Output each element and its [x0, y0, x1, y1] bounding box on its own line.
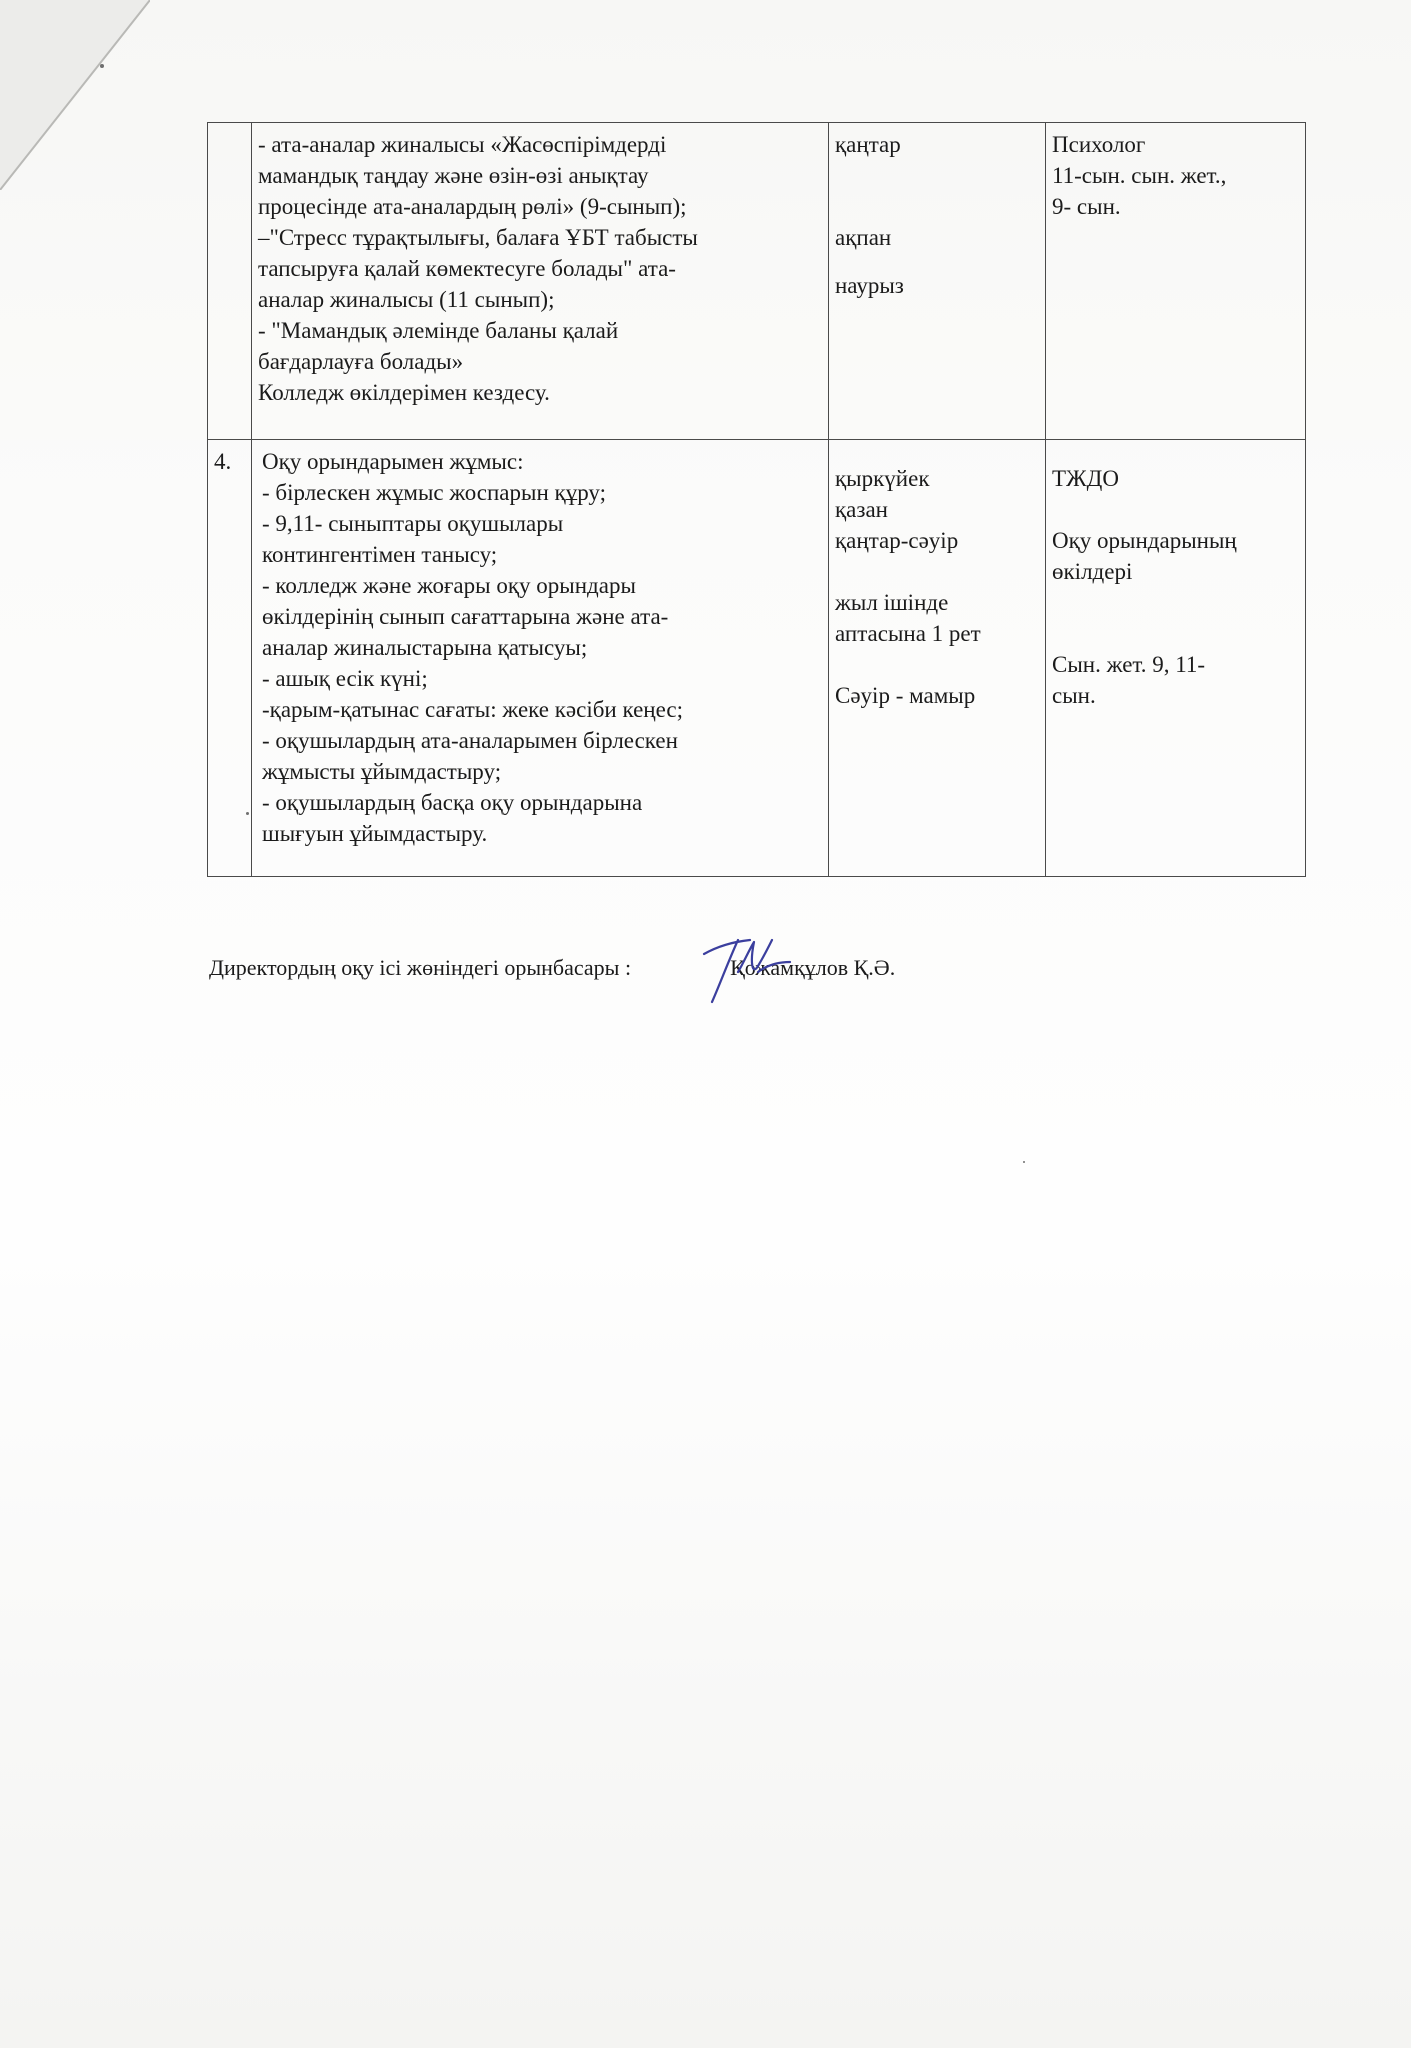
activity-line: контингентімен танысу; [262, 542, 498, 567]
date-cell [829, 440, 1046, 877]
signatory-name: Қожамқұлов Қ.Ә. [730, 955, 896, 980]
activity-line: процесінде ата-аналардың рөлі» (9-сынып); [258, 194, 687, 219]
date-line: Сәуір - мамыр [835, 683, 976, 708]
date-line: қазан [835, 497, 888, 522]
activity-line: Оқу орындарымен жұмыс: [262, 449, 524, 474]
activity-line: - бірлескен жұмыс жоспарын құру; [262, 480, 606, 505]
responsible-line: ТЖДО [1052, 466, 1119, 491]
scan-speck [1023, 1161, 1025, 1163]
activity-line: бағдарлауға болады» [258, 349, 464, 374]
activity-line: аналар жиналысы (11 сынып); [258, 287, 555, 312]
activity-line: - 9,11- сыныптары оқушылары [262, 511, 564, 536]
activity-cell [252, 440, 829, 877]
activity-line: - оқушылардың ата-аналарымен бірлескен [262, 728, 678, 753]
activity-line: тапсыруға қалай көмектесуге болады" ата- [258, 256, 676, 281]
activity-line: - оқушылардың басқа оқу орындарына [262, 790, 643, 815]
activity-line: - колледж және жоғары оқу орындары [262, 573, 636, 598]
activity-line: –"Стресс тұрақтылығы, балаға ҰБТ табысты [258, 225, 698, 250]
responsible-line: Оқу орындарының [1052, 528, 1237, 553]
activity-cell [252, 123, 829, 440]
row-number: 4. [208, 440, 252, 877]
date-line: қаңтар-сәуір [835, 528, 959, 553]
activity-line: аналар жиналыстарына қатысуы; [262, 635, 588, 660]
table-row [208, 440, 1306, 877]
responsible-line: Психолог [1052, 132, 1146, 157]
activity-line: өкілдерінің сынып сағаттарына және ата- [262, 604, 669, 629]
responsible-cell [1046, 123, 1306, 440]
handwritten-signature-icon [698, 932, 793, 1007]
responsible-line: өкілдері [1052, 559, 1133, 584]
date-line: жыл ішінде [835, 590, 949, 615]
activity-line: шығуын ұйымдастыру. [262, 821, 488, 846]
date-line: аптасына 1 рет [835, 621, 981, 646]
plan-table [207, 122, 1306, 877]
date-line: қаңтар [835, 132, 901, 157]
responsible-line: 11-сын. сын. жет., [1052, 163, 1227, 188]
activity-line: - "Мамандық әлемінде баланы қалай [258, 318, 619, 343]
date-cell [829, 123, 1046, 440]
scan-speck [100, 64, 104, 68]
activity-line: жұмысты ұйымдастыру; [262, 759, 502, 784]
date-line: қыркүйек [835, 466, 930, 491]
responsible-line: 9- сын. [1052, 194, 1121, 219]
responsible-line: сын. [1052, 683, 1096, 708]
activity-line: - ашық есік күні; [262, 666, 428, 691]
responsible-line: Сын. жет. 9, 11- [1052, 652, 1206, 677]
table-row [208, 123, 1306, 440]
date-line: ақпан [835, 225, 892, 250]
activity-line: мамандық таңдау және өзін-өзі анықтау [258, 163, 649, 188]
activity-line: Колледж өкілдерімен кездесу. [258, 380, 550, 405]
activity-line: -қарым-қатынас сағаты: жеке кәсіби кеңес; [262, 697, 683, 722]
scan-speck [246, 812, 249, 815]
date-line: наурыз [835, 273, 904, 298]
responsible-cell [1046, 440, 1306, 877]
position-label: Директордың оқу ісі жөніндегі орынбасары : [209, 955, 632, 980]
activity-line: - ата-аналар жиналысы «Жасөспірімдерді [258, 132, 667, 157]
folded-corner-shadow [0, 0, 150, 190]
row-number [208, 123, 252, 440]
